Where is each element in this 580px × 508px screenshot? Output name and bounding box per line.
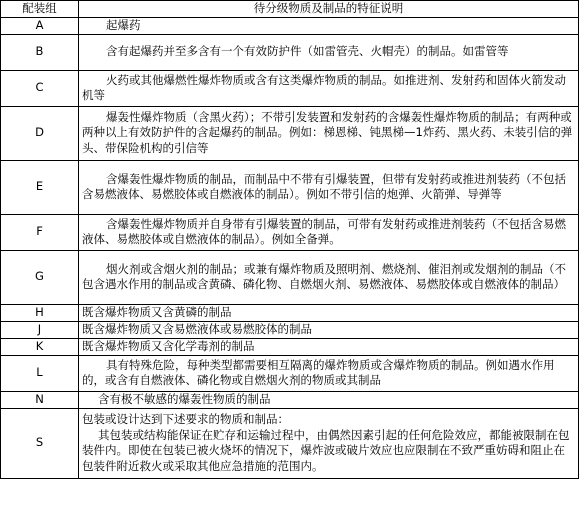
group-description [79,321,579,338]
group-description [79,355,579,391]
group-description [79,304,579,321]
group-description [79,34,579,70]
table-header-row [1,1,579,18]
header-description: 待分级物质及制品的特征说明 [79,1,579,18]
description-text: 爆轰性爆炸物质（含黑火药）；不带引发装置和发射药的含爆轰性爆炸物质的制品；有两种或两种以上有效防护件的含起爆药的制品。例如：梯恩梯、钝黑梯—1炸药、黑火药、未装引信的弹头、带保险机构的引信等 [82,109,573,155]
group-description [79,408,579,478]
description-text: 既含爆炸物质又含化学毒剂的制品 [82,338,255,353]
group-code: J [1,321,79,338]
group-code: E [1,160,79,214]
description-text: 包装或设计达到下述要求的物质和制品： [82,412,289,426]
table-row [1,391,579,408]
group-code: D [1,106,79,160]
description-text: 既含爆炸物质又含易燃液体或易燃胶体的制品 [82,321,312,336]
group-description [79,106,579,160]
table-row [1,250,579,304]
table-row [1,304,579,321]
table-row [1,321,579,338]
description-text: 含有起爆药并至多含有一个有效防护件（如雷管壳、火帽壳）的制品。如雷管等 [106,44,509,59]
table-row [1,160,579,214]
group-code: G [1,250,79,304]
table-row [1,214,579,250]
table-row [1,355,579,391]
table-row [1,338,579,355]
description-text: 起爆药 [106,18,141,32]
description-text: 含有极不敏感的爆轰性物质的制品 [98,391,271,406]
group-code: A [1,18,79,35]
group-code: B [1,34,79,70]
group-description [79,160,579,214]
description-text: 烟火剂或含烟火剂的制品；或兼有爆炸物质及照明剂、燃烧剂、催泪剂或发烟剂的制品（不包含遇水作用的制品或含黄磷、磷化物、自燃烟火剂、易燃液体、易燃胶体或自燃液体的制品） [82,261,566,291]
description-text: 具有特殊危险，每种类型都需要相互隔离的爆炸物质或含爆炸物质的制品。例如遇水作用的，或含有自燃液体、磷化物或自燃烟火剂的物质或其制品 [82,357,555,387]
description-text: 既含爆炸物质又含黄磷的制品 [82,304,232,319]
group-code: N [1,391,79,408]
header-group: 配装组 [1,1,79,18]
group-description [79,214,579,250]
group-code: K [1,338,79,355]
group-description [79,70,579,106]
group-code: H [1,304,79,321]
group-description [79,338,579,355]
group-code: F [1,214,79,250]
table-row [1,34,579,70]
table-row [1,408,579,478]
group-code: L [1,355,79,391]
group-description [79,18,579,35]
description-text-continued: 其包装或结构能保证在贮存和运输过程中，由偶然因素引起的任何危险效应，都能被限制在包装件内。即使在包装已被火烧坏的情况下，爆炸波或破片效应也应限制在不致严重妨碍和阻止在包装件附近救火或采取其他应急措施的范围内。 [82,427,570,473]
table-row [1,70,579,106]
description-text: 火药或其他爆燃性爆炸物质或含有这类爆炸物质的制品。如推进剂、发射药和固体火箭发动机等 [82,72,566,102]
group-code: C [1,70,79,106]
table-row [1,106,579,160]
group-description [79,391,579,408]
description-text: 含爆轰性爆炸物质的制品，而制品中不带有引爆装置，但带有发射药或推进剂装药（不包括含易燃液体、易燃胶体或自燃液体的制品）。例如不带引信的炮弹、火箭弹、导弹等 [82,171,566,201]
group-description [79,250,579,304]
group-code: S [1,408,79,478]
description-text: 含爆轰性爆炸物质并自身带有引爆装置的制品，可带有发射药或推进剂装药（不包括含易燃液体、易燃胶体或自燃液体的制品）。例如全备弹。 [82,216,566,246]
table-row [1,18,579,35]
